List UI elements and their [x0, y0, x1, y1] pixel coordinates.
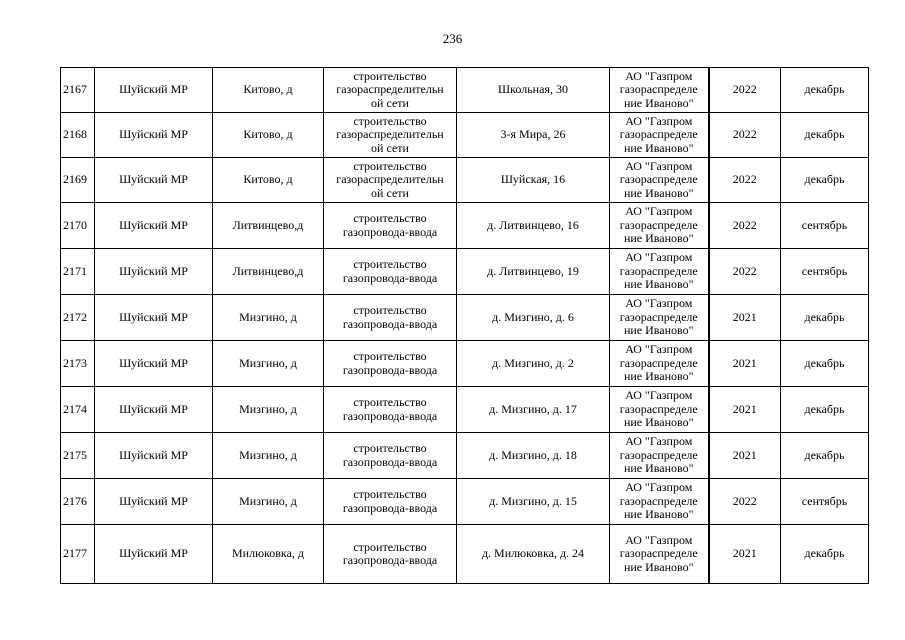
month-cell: сентябрь: [781, 203, 869, 249]
work-type-cell: [324, 387, 457, 433]
settlement-cell: Мизгино, д: [213, 387, 324, 433]
month-cell: декабрь: [781, 433, 869, 479]
organization-cell-line: ние Иваново": [623, 415, 694, 430]
organization-cell-line: АО "Газпром: [625, 480, 693, 495]
organization-cell-line: АО "Газпром: [625, 434, 693, 449]
district-cell: Шуйский МР: [95, 525, 213, 584]
month-cell: декабрь: [781, 295, 869, 341]
address-cell: д. Литвинцево, 16: [457, 203, 610, 249]
organization-cell-line: АО "Газпром: [625, 296, 693, 311]
row-number-cell: 2171: [61, 249, 95, 295]
organization-cell-line: АО "Газпром: [625, 532, 693, 547]
work-type-cell-line: ой сети: [371, 140, 409, 155]
organization-cell-line: газораспределе: [619, 493, 698, 508]
organization-cell: [610, 479, 709, 525]
address-cell: д. Мизгино, д. 17: [457, 387, 610, 433]
work-type-cell: [324, 249, 457, 295]
organization-cell-line: АО "Газпром: [625, 113, 693, 128]
work-type-cell: [324, 525, 457, 584]
page-number: 236: [442, 31, 463, 46]
work-type-cell: [324, 433, 457, 479]
organization-cell-line: газораспределе: [619, 546, 698, 561]
year-cell: 2022: [709, 113, 781, 158]
settlement-cell: Мизгино, д: [213, 295, 324, 341]
address-cell: д. Мизгино, д. 15: [457, 479, 610, 525]
organization-cell-line: ние Иваново": [623, 95, 694, 110]
organization-cell-line: АО "Газпром: [625, 250, 693, 265]
table-row: [61, 387, 869, 433]
organization-cell: [610, 525, 709, 584]
organization-cell-line: газораспределе: [619, 82, 698, 97]
district-cell: Шуйский МР: [95, 203, 213, 249]
year-cell: 2022: [709, 203, 781, 249]
organization-cell: [610, 113, 709, 158]
year-cell: 2021: [709, 525, 781, 584]
address-cell: д. Мизгино, д. 6: [457, 295, 610, 341]
work-type-cell-line: строительство: [353, 211, 427, 225]
organization-cell-line: газораспределе: [619, 447, 698, 462]
organization-cell: [610, 203, 709, 249]
row-number-cell: 2173: [61, 341, 95, 387]
work-type-cell: [324, 158, 457, 203]
organization-cell: [610, 158, 709, 203]
settlement-cell: Китово, д: [213, 113, 324, 158]
row-number-cell: 2170: [61, 203, 95, 249]
organization-cell: [610, 387, 709, 433]
work-type-cell-line: газопровода-ввода: [342, 316, 438, 331]
year-cell: 2021: [709, 295, 781, 341]
district-cell: Шуйский МР: [95, 341, 213, 387]
row-number-cell: 2172: [61, 295, 95, 341]
organization-cell-line: газораспределе: [619, 172, 698, 187]
organization-cell-line: ние Иваново": [623, 185, 694, 200]
table-row: [61, 68, 869, 113]
work-type-cell-line: ой сети: [371, 185, 409, 200]
address-cell: Школьная, 30: [457, 68, 610, 113]
district-cell: Шуйский МР: [95, 113, 213, 158]
table-row: [61, 295, 869, 341]
work-type-cell-line: строительство: [353, 113, 427, 128]
organization-cell-line: АО "Газпром: [625, 158, 693, 173]
organization-cell-line: ние Иваново": [623, 461, 694, 476]
organization-cell-line: ние Иваново": [623, 323, 694, 338]
work-type-cell-line: газопровода-ввода: [342, 454, 438, 469]
organization-cell: [610, 249, 709, 295]
month-cell: декабрь: [781, 341, 869, 387]
organization-cell: [610, 68, 709, 113]
settlement-cell: Литвинцево,д: [213, 249, 324, 295]
organization-cell-line: ние Иваново": [623, 369, 694, 384]
year-cell: 2022: [709, 158, 781, 203]
settlement-cell: Литвинцево,д: [213, 203, 324, 249]
settlement-cell: Китово, д: [213, 158, 324, 203]
work-type-cell-line: строительство: [353, 257, 427, 271]
table-body: [61, 68, 869, 584]
settlement-cell: Мизгино, д: [213, 341, 324, 387]
work-type-cell-line: газопровода-ввода: [342, 553, 438, 567]
address-cell: д. Мизгино, д. 18: [457, 433, 610, 479]
organization-cell-line: АО "Газпром: [625, 388, 693, 403]
settlement-cell: Китово, д: [213, 68, 324, 113]
organization-cell-line: газораспределе: [619, 355, 698, 370]
month-cell: декабрь: [781, 158, 869, 203]
month-cell: сентябрь: [781, 249, 869, 295]
organization-cell-line: ние Иваново": [623, 231, 694, 246]
organization-cell-line: ние Иваново": [623, 507, 694, 522]
month-cell: декабрь: [781, 387, 869, 433]
row-number-cell: 2174: [61, 387, 95, 433]
address-cell: д. Литвинцево, 19: [457, 249, 610, 295]
work-type-cell-line: газопровода-ввода: [342, 362, 438, 377]
district-cell: Шуйский МР: [95, 433, 213, 479]
work-type-cell-line: строительство: [353, 441, 427, 455]
work-type-cell-line: строительство: [353, 395, 427, 409]
work-type-cell: [324, 295, 457, 341]
work-type-cell-line: строительство: [353, 158, 427, 173]
organization-cell-line: газораспределе: [619, 263, 698, 278]
organization-cell-line: АО "Газпром: [625, 204, 693, 219]
work-type-cell-line: газораспределительн: [336, 172, 444, 187]
organization-cell: [610, 433, 709, 479]
settlement-cell: Милюковка, д: [213, 525, 324, 584]
district-cell: Шуйский МР: [95, 158, 213, 203]
work-type-cell-line: газопровода-ввода: [342, 500, 438, 515]
work-type-cell-line: ой сети: [371, 95, 409, 110]
row-number-cell: 2169: [61, 158, 95, 203]
table-row: [61, 479, 869, 525]
table-row: [61, 249, 869, 295]
district-cell: Шуйский МР: [95, 479, 213, 525]
work-type-cell: [324, 113, 457, 158]
settlement-cell: Мизгино, д: [213, 479, 324, 525]
work-type-cell-line: строительство: [353, 539, 427, 554]
district-cell: Шуйский МР: [95, 387, 213, 433]
row-number-cell: 2167: [61, 68, 95, 113]
organization-cell: [610, 341, 709, 387]
month-cell: декабрь: [781, 525, 869, 584]
organization-cell-line: ние Иваново": [623, 140, 694, 155]
address-cell: 3-я Мира, 26: [457, 113, 610, 158]
work-type-cell: [324, 203, 457, 249]
organization-cell-line: газораспределе: [619, 309, 698, 324]
district-cell: Шуйский МР: [95, 295, 213, 341]
work-type-cell: [324, 68, 457, 113]
work-type-cell: [324, 479, 457, 525]
organization-cell-line: ние Иваново": [623, 277, 694, 292]
work-type-cell-line: строительство: [353, 487, 427, 501]
organization-cell-line: ние Иваново": [623, 559, 694, 574]
month-cell: декабрь: [781, 68, 869, 113]
district-cell: Шуйский МР: [95, 249, 213, 295]
address-cell: Шуйская, 16: [457, 158, 610, 203]
row-number-cell: 2175: [61, 433, 95, 479]
organization-cell-line: газораспределе: [619, 217, 698, 232]
work-type-cell-line: газопровода-ввода: [342, 270, 438, 285]
year-cell: 2021: [709, 341, 781, 387]
row-number-cell: 2176: [61, 479, 95, 525]
gasification-table: [60, 67, 869, 584]
row-number-cell: 2168: [61, 113, 95, 158]
work-type-cell-line: строительство: [353, 349, 427, 363]
year-cell: 2022: [709, 479, 781, 525]
table-row: [61, 158, 869, 203]
work-type-cell-line: газораспределительн: [336, 127, 444, 142]
table-row: [61, 341, 869, 387]
month-cell: сентябрь: [781, 479, 869, 525]
work-type-cell-line: газораспределительн: [336, 82, 444, 97]
table-row: [61, 113, 869, 158]
year-cell: 2021: [709, 433, 781, 479]
year-cell: 2022: [709, 68, 781, 113]
table-row: [61, 203, 869, 249]
organization-cell: [610, 295, 709, 341]
row-number-cell: 2177: [61, 525, 95, 584]
address-cell: д. Милюковка, д. 24: [457, 525, 610, 584]
district-cell: Шуйский МР: [95, 68, 213, 113]
work-type-cell-line: строительство: [353, 68, 427, 83]
year-cell: 2021: [709, 387, 781, 433]
month-cell: декабрь: [781, 113, 869, 158]
table-row: [61, 525, 869, 584]
settlement-cell: Мизгино, д: [213, 433, 324, 479]
table-row: [61, 433, 869, 479]
year-cell: 2022: [709, 249, 781, 295]
work-type-cell-line: газопровода-ввода: [342, 224, 438, 239]
address-cell: д. Мизгино, д. 2: [457, 341, 610, 387]
organization-cell-line: АО "Газпром: [625, 342, 693, 357]
work-type-cell-line: газопровода-ввода: [342, 408, 438, 423]
work-type-cell-line: строительство: [353, 303, 427, 317]
organization-cell-line: газораспределе: [619, 127, 698, 142]
organization-cell-line: газораспределе: [619, 401, 698, 416]
organization-cell-line: АО "Газпром: [625, 68, 693, 83]
work-type-cell: [324, 341, 457, 387]
